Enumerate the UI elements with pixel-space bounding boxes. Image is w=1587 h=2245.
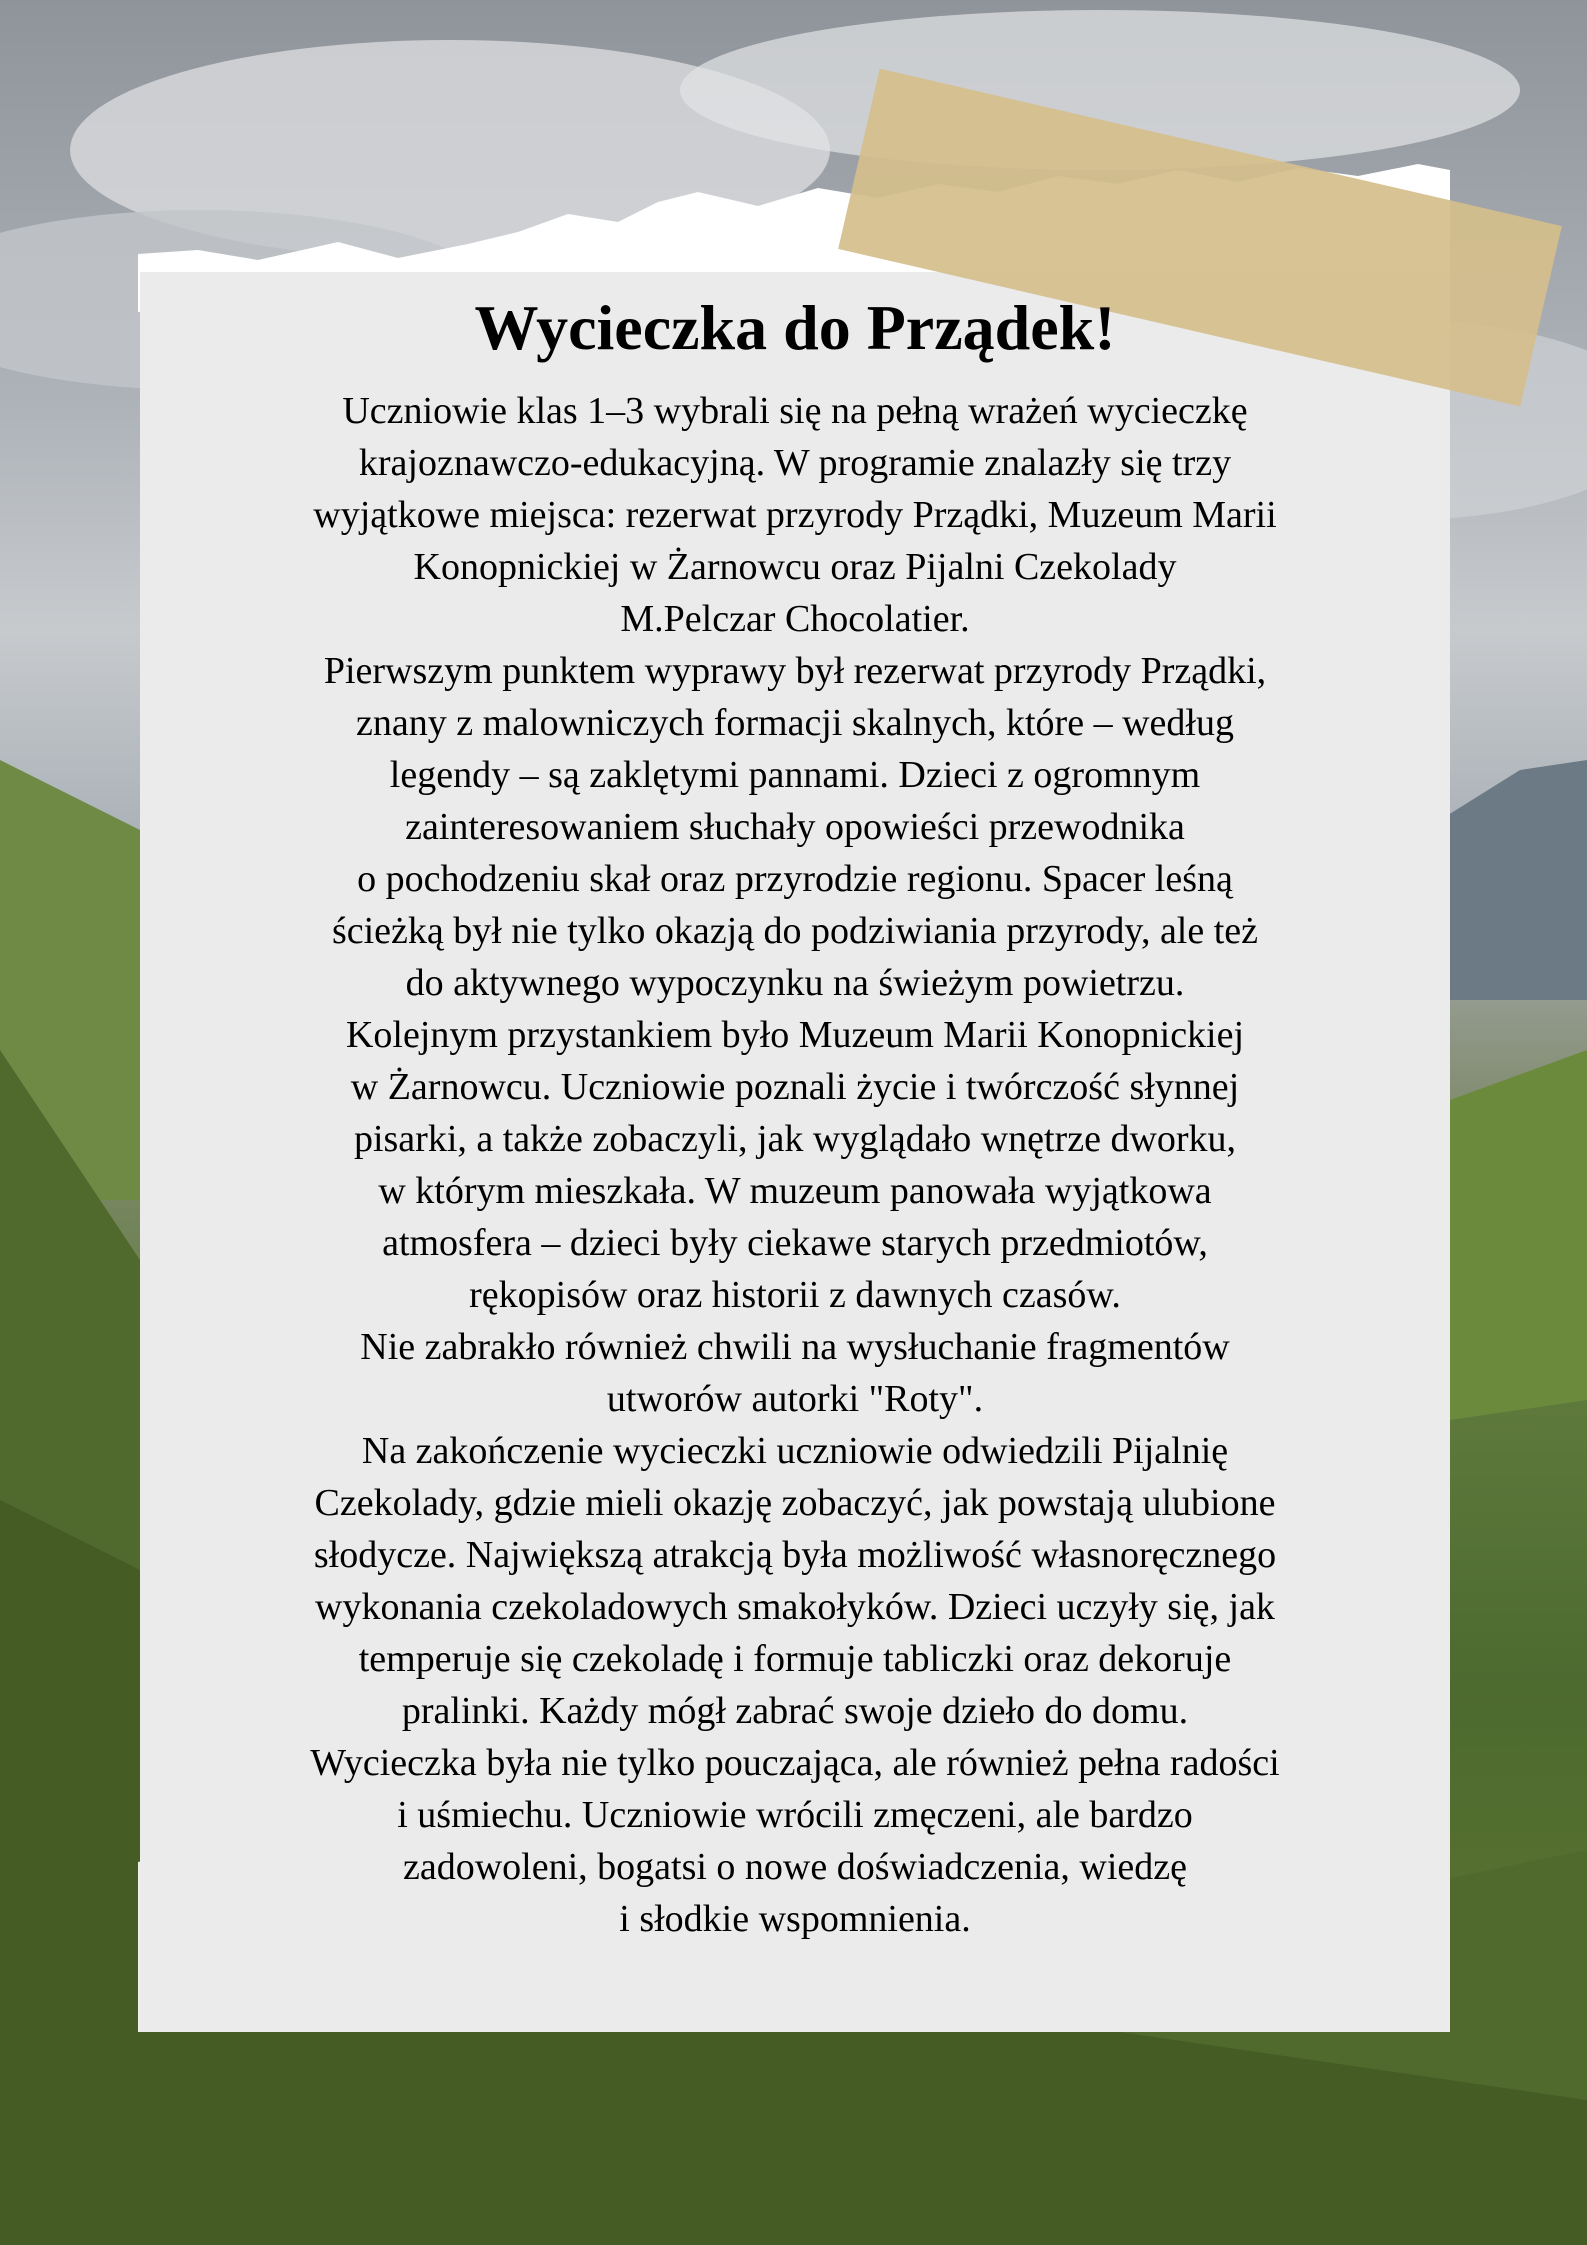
text-line: i słodkie wspomnienia. [619,1897,971,1940]
text-line: zadowoleni, bogatsi o nowe doświadczenia, wiedzę [402,1845,1187,1888]
text-line: atmosfera – dzieci były ciekawe starych przedmiotów, [382,1221,1208,1264]
text-line: utworów autorki "Roty". [606,1377,984,1420]
text-line: krajoznawczo-edukacyjną. W programie znalazły się trzy [358,441,1232,484]
text-line: zainteresowaniem słuchały opowieści przewodnika [405,805,1185,848]
page-title: Wycieczka do Prządek! [474,292,1116,363]
text-line: do aktywnego wypoczynku na świeżym powietrzu. [405,961,1185,1004]
article-body [160,385,1430,1945]
text-line: Pierwszym punktem wyprawy był rezerwat przyrody Prządki, [323,649,1267,692]
text-line: M.Pelczar Chocolatier. [620,597,970,640]
text-line: Na zakończenie wycieczki uczniowie odwiedzili Pijalnię [361,1429,1229,1472]
text-line: rękopisów oraz historii z dawnych czasów. [469,1273,1121,1316]
article [160,280,1430,1945]
text-line: Uczniowie klas 1–3 wybrali się na pełną wrażeń wycieczkę [342,389,1248,432]
text-line: Nie zabrakło również chwili na wysłuchanie fragmentów [360,1325,1230,1368]
text-line: wyjątkowe miejsca: rezerwat przyrody Prządki, Muzeum Marii [313,493,1277,536]
text-line: pisarki, a także zobaczyli, jak wyglądało wnętrze dworku, [353,1117,1237,1160]
text-line: pralinki. Każdy mógł zabrać swoje dzieło do domu. [401,1689,1189,1732]
text-line: temperuje się czekoladę i formuje tabliczki oraz dekoruje [358,1637,1232,1680]
text-line: w którym mieszkała. W muzeum panowała wyjątkowa [378,1169,1212,1212]
text-line: ścieżką był nie tylko okazją do podziwiania przyrody, ale też [331,909,1259,952]
text-line: Wycieczka była nie tylko pouczająca, ale również pełna radości [310,1741,1280,1784]
text-line: o pochodzeniu skał oraz przyrodzie regionu. Spacer leśną [357,857,1233,900]
text-line: Konopnickiej w Żarnowcu oraz Pijalni Czekolady [413,545,1177,588]
text-line: wykonania czekoladowych smakołyków. Dzieci uczyły się, jak [315,1585,1275,1628]
text-line: legendy – są zaklętymi pannami. Dzieci z ogromnym [389,753,1201,796]
text-line: w Żarnowcu. Uczniowie poznali życie i twórczość słynnej [350,1065,1240,1108]
text-line: Czekolady, gdzie mieli okazję zobaczyć, jak powstają ulubione [314,1481,1276,1524]
text-line: i uśmiechu. Uczniowie wrócili zmęczeni, ale bardzo [397,1793,1193,1836]
text-line: słodycze. Największą atrakcją była możliwość własnoręcznego [313,1533,1277,1576]
text-line: znany z malowniczych formacji skalnych, które – według [356,701,1234,744]
text-line: Kolejnym przystankiem było Muzeum Marii Konopnickiej [345,1013,1245,1056]
